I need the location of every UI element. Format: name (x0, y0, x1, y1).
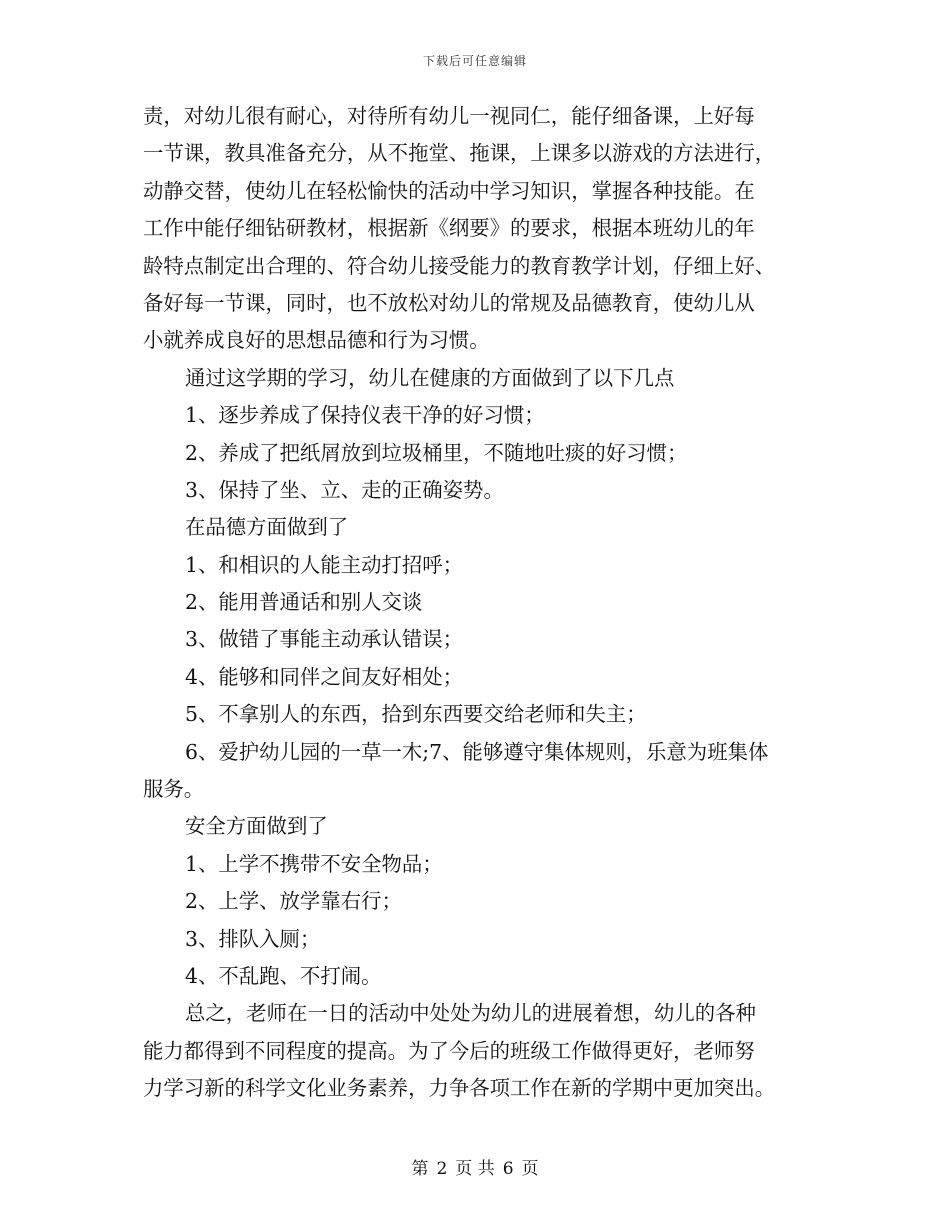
body-line-18: 6、爱护幼儿园的一草一木;7、能够遵守集体规则，乐意为班集体 (185, 739, 769, 764)
body-line-21: 1、上学不携带不安全物品； (185, 851, 443, 876)
body-line-9: 1、逐步养成了保持仪表干净的好习惯； (185, 403, 545, 428)
body-line-20: 安全方面做到了 (185, 814, 328, 839)
body-line-22: 2、上学、放学靠右行； (185, 889, 402, 914)
footer-suffix: 页 (521, 1159, 539, 1179)
body-line-24: 4、不乱跑、不打闹。 (185, 963, 382, 988)
body-line-25: 总之，老师在一日的活动中处处为幼儿的进展着想，幼儿的各种 (185, 1001, 756, 1026)
body-line-16: 4、能够和同伴之间友好相处； (185, 664, 464, 689)
page-header: 下载后可任意编辑 (422, 54, 527, 68)
body-line-13: 1、和相识的人能主动打招呼； (185, 552, 464, 577)
body-line-19: 服务。 (143, 777, 205, 802)
footer-middle: 页 共 (455, 1159, 495, 1179)
body-line-3: 动静交替，使幼儿在轻松愉快的活动中学习知识，掌握各种技能。在 (143, 178, 755, 203)
body-line-4: 工作中能仔细钻研教材，根据新《纲要》的要求，根据本班幼儿的年 (143, 216, 755, 241)
body-line-5: 龄特点制定出合理的、符合幼儿接受能力的教育教学计划，仔细上好、 (143, 253, 776, 278)
document-body (143, 98, 811, 1108)
body-line-11: 3、保持了坐、立、走的正确姿势。 (185, 477, 504, 502)
body-line-14: 2、能用普通话和别人交谈 (185, 590, 423, 615)
body-line-23: 3、排队入厕； (185, 926, 321, 951)
body-line-26: 能力都得到不同程度的提高。为了今后的班级工作做得更好，老师努 (143, 1038, 755, 1063)
body-line-17: 5、不拿别人的东西，拾到东西要交给老师和失主； (185, 702, 647, 727)
body-line-6: 备好每一节课，同时，也不放松对幼儿的常规及品德教育，使幼儿从 (143, 290, 755, 315)
page-footer (0, 1154, 950, 1179)
footer-prefix: 第 (411, 1159, 429, 1179)
body-line-27: 力学习新的科学文化业务素养，力争各项工作在新的学期中更加突出。 (143, 1076, 776, 1101)
footer-total-pages: 6 (502, 1159, 514, 1179)
body-line-8: 通过这学期的学习，幼儿在健康的方面做到了以下几点 (185, 365, 675, 390)
body-line-1: 责，对幼儿很有耐心，对待所有幼儿一视同仁，能仔细备课，上好每 (143, 104, 755, 128)
body-line-10: 2、养成了把纸屑放到垃圾桶里，不随地吐痰的好习惯； (185, 440, 688, 465)
body-line-2: 一节课，教具准备充分，从不拖堂、拖课，上课多以游戏的方法进行， (143, 141, 776, 166)
footer-current-page: 2 (436, 1159, 448, 1179)
body-line-15: 3、做错了事能主动承认错误； (185, 627, 464, 652)
body-line-7: 小就养成良好的思想品德和行为习惯。 (143, 328, 490, 353)
body-line-12: 在品德方面做到了 (185, 515, 349, 540)
